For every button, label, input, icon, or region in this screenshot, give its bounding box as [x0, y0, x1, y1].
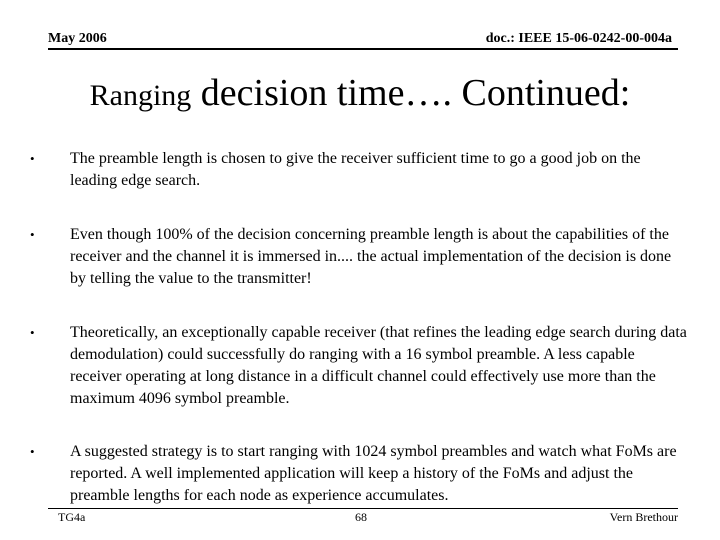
header-divider [48, 48, 678, 50]
bullet-text: The preamble length is chosen to give the receiver sufficient time to go a good job on the leading edge search. [70, 150, 641, 189]
bullet-marker: • [30, 227, 35, 242]
bullet-item-3 [30, 322, 690, 410]
bullet-text: A suggested strategy is to start ranging with 1024 symbol preambles and watch what FoMs are reported. A well implemented application will keep a history of the FoMs and adjust the preamble lengths for each node as experience accumulates. [70, 443, 677, 504]
bullet-marker: • [30, 444, 35, 459]
footer-author: Vern Brethour [609, 510, 678, 524]
bullet-text: Theoretically, an exceptionally capable receiver (that refines the leading edge search during data demodulation) could successfully do ranging with a 16 symbol preamble. A less capable receiver operating at long distance in a difficult channel could effectively use more than the maximum 4096 symbol preamble. [70, 324, 687, 407]
bullet-item-1 [30, 148, 690, 192]
footer-divider [48, 508, 678, 509]
slide-title-rest: decision time…. Continued: [191, 72, 631, 114]
header-doc-id: doc.: IEEE 15-06-0242-00-004a [485, 31, 672, 46]
slide-title-first-word: Ranging [89, 79, 192, 112]
bullet-item-4 [30, 441, 690, 507]
bullet-item-2 [30, 224, 690, 290]
slide-title [0, 70, 720, 119]
footer-group: TG4a [58, 510, 86, 524]
bullet-marker: • [30, 151, 35, 166]
bullet-text: Even though 100% of the decision concerning preamble length is about the capabilities of the receiver and the channel it is immersed in.... the actual implementation of the decision is done by telling the value to the transmitter! [70, 226, 672, 287]
bullet-marker: • [30, 325, 35, 340]
bullet-list [30, 148, 690, 507]
footer-page-number: 68 [355, 510, 367, 524]
header-date: May 2006 [48, 31, 107, 46]
